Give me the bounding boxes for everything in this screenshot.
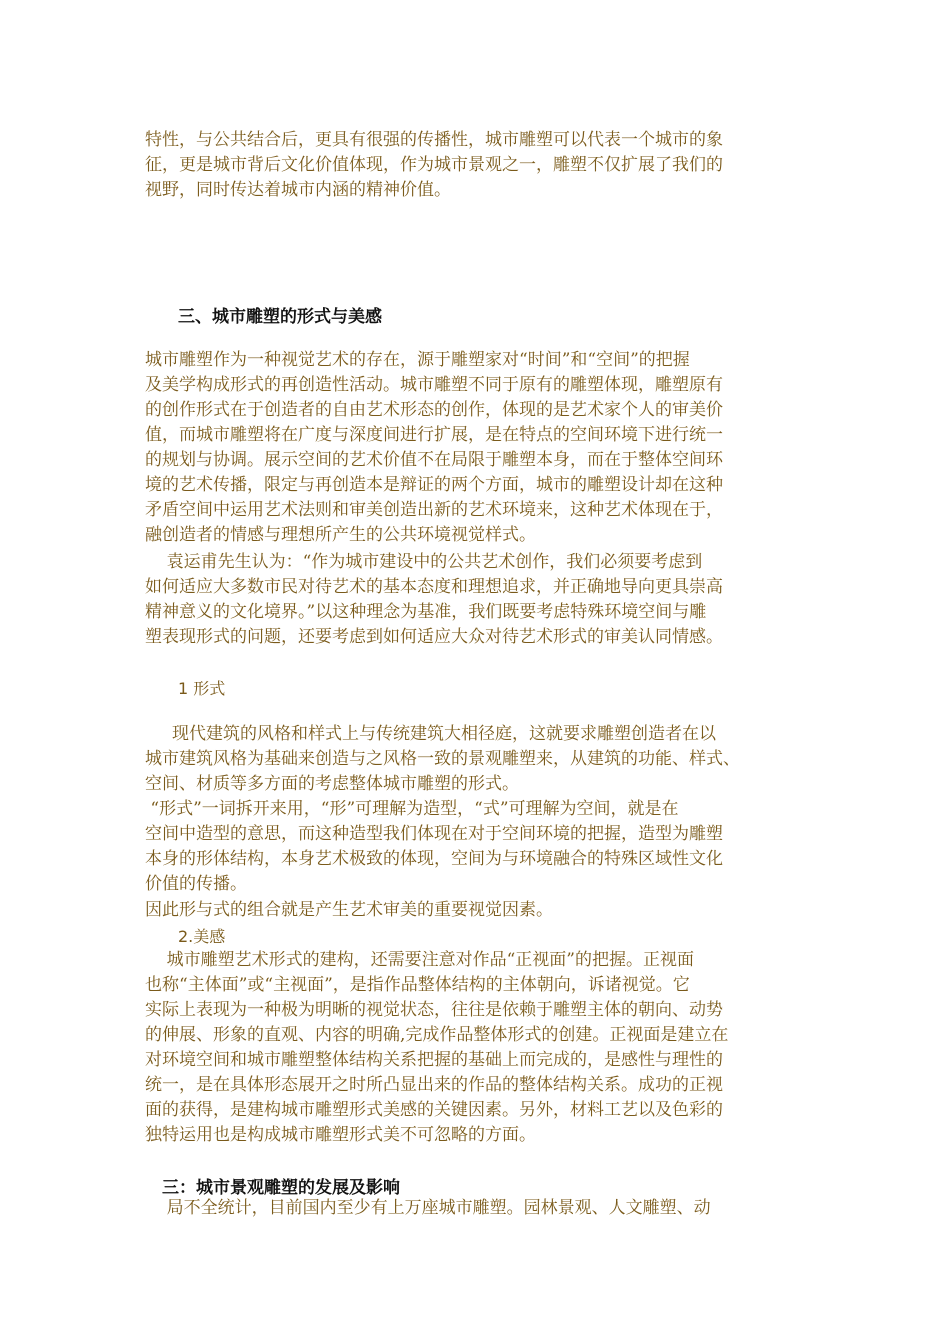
text-line: 塑表现形式的问题，还要考虑到如何适应大众对待艺术形式的审美认同情感。 (145, 627, 723, 647)
text-line: 独特运用也是构成城市雕塑形式美不可忽略的方面。 (145, 1125, 536, 1145)
text-line: 实际上表现为一种极为明晰的视觉状态，往往是依赖于雕塑主体的朝向、动势 (145, 1000, 723, 1020)
text-line: 征，更是城市背后文化价值体现，作为城市景观之一，雕塑不仅扩展了我们的 (145, 155, 723, 175)
text-line: 值，而城市雕塑将在广度与深度间进行扩展，是在特点的空间环境下进行统一 (145, 425, 723, 445)
paragraph-4 (145, 797, 723, 897)
paragraph-1 (145, 348, 723, 548)
text-line: 精神意义的文化境界。”以这种理念为基准，我们既要考虑特殊环境空间与雕 (145, 602, 707, 622)
text-line: 融创造者的情感与理想所产生的公共环境视觉样式。 (145, 525, 536, 545)
text-line: 空间、材质等多方面的考虑整体城市雕塑的形式。 (145, 774, 519, 794)
text-line: 的规划与协调。展示空间的艺术价值不在局限于雕塑本身，而在于整体空间环 (145, 450, 723, 470)
text-line: 统一，是在具体形态展开之时所凸显出来的作品的整体结构关系。成功的正视 (145, 1075, 723, 1095)
text-line: 价值的传播。 (145, 874, 247, 894)
text-line: 特性，与公共结合后，更具有很强的传播性，城市雕塑可以代表一个城市的象 (145, 130, 723, 150)
text-line: 的创作形式在于创造者的自由艺术形态的创作，体现的是艺术家个人的审美价 (145, 400, 723, 420)
text-line: 面的获得，是建构城市雕塑形式美感的关键因素。另外，材料工艺以及色彩的 (145, 1100, 723, 1120)
section-heading-2: 三：城市景观雕塑的发展及影响 (162, 1178, 400, 1198)
paragraph-6 (145, 948, 728, 1148)
text-line: 也称“主体面”或“主视面”，是指作品整体结构的主体朝向，诉诸视觉。它 (145, 975, 690, 995)
subheading-form: 1 形式 (178, 679, 226, 698)
text-line: “形式”一词拆开来用，“形”可理解为造型，“式”可理解为空间，就是在 (145, 799, 679, 819)
section-heading: 三、城市雕塑的形式与美感 (178, 307, 382, 327)
paragraph-2 (145, 550, 723, 650)
paragraph-5 (145, 898, 553, 923)
text-line: 城市雕塑艺术形式的建构，还需要注意对作品“正视面”的把握。正视面 (145, 950, 694, 970)
text-line: 及美学构成形式的再创造性活动。城市雕塑不同于原有的雕塑体现，雕塑原有 (145, 375, 723, 395)
text-line: 矛盾空间中运用艺术法则和审美创造出新的艺术环境来，这种艺术体现在于， (145, 500, 723, 520)
text-line: 如何适应大多数市民对待艺术的基本态度和理想追求，并正确地导向更具崇高 (145, 577, 723, 597)
text-line: 本身的形体结构，本身艺术极致的体现，空间为与环境融合的特殊区域性文化 (145, 849, 723, 869)
text-line: 城市雕塑作为一种视觉艺术的存在，源于雕塑家对“时间”和“空间”的把握 (145, 350, 690, 370)
text-line: 空间中造型的意思，而这种造型我们体现在对于空间环境的把握，造型为雕塑 (145, 824, 723, 844)
intro-paragraph (145, 128, 723, 203)
text-line: 局不全统计，目前国内至少有上万座城市雕塑。园林景观、人文雕塑、动 (145, 1198, 711, 1218)
text-line: 现代建筑的风格和样式上与传统建筑大相径庭，这就要求雕塑创造者在以 (145, 724, 717, 744)
text-line: 视野，同时传达着城市内涵的精神价值。 (145, 180, 451, 200)
paragraph-3 (145, 722, 740, 797)
text-line: 的伸展、形象的直观、内容的明确,完成作品整体形式的创建。正视面是建立在 (145, 1025, 729, 1045)
text-line: 城市建筑风格为基础来创造与之风格一致的景观雕塑来，从建筑的功能、样式、 (145, 749, 740, 769)
paragraph-7 (145, 1196, 711, 1221)
text-line: 袁运甫先生认为：“作为城市建设中的公共艺术创作，我们必须要考虑到 (145, 552, 703, 572)
text-line: 境的艺术传播，限定与再创造本是辩证的两个方面，城市的雕塑设计却在这种 (145, 475, 723, 495)
text-line: 因此形与式的组合就是产生艺术审美的重要视觉因素。 (145, 900, 553, 920)
text-line: 对环境空间和城市雕塑整体结构关系把握的基础上而完成的，是感性与理性的 (145, 1050, 723, 1070)
subheading-beauty: 2.美感 (178, 927, 226, 946)
